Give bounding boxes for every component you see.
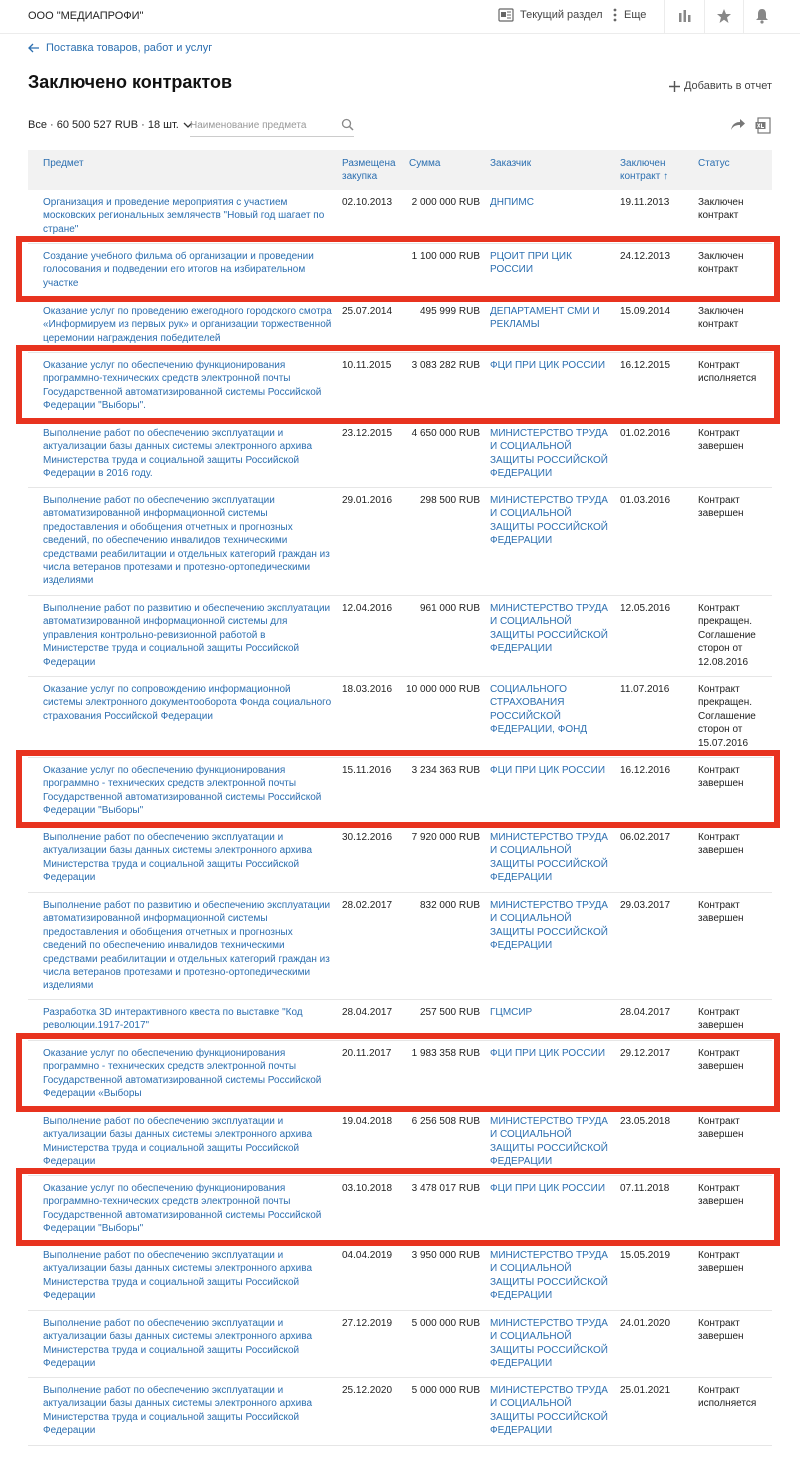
column-header-signed[interactable]: Заключен контракт ↑ bbox=[620, 158, 669, 182]
contract-sum: 1 100 000 RUB bbox=[411, 251, 480, 262]
table-row bbox=[28, 299, 772, 353]
contract-sum: 3 478 017 RUB bbox=[411, 1183, 480, 1194]
column-header-status[interactable]: Статус bbox=[698, 158, 730, 169]
current-section-button[interactable] bbox=[498, 7, 603, 23]
favorite-button[interactable] bbox=[714, 6, 734, 26]
current-section-label: Текущий раздел bbox=[520, 9, 603, 21]
signed-date: 29.03.2017 bbox=[620, 900, 671, 911]
signed-date: 15.09.2014 bbox=[620, 306, 671, 317]
customer-link[interactable]: ФЦИ ПРИ ЦИК РОССИИ bbox=[490, 765, 606, 776]
signed-date: 24.01.2020 bbox=[620, 1318, 671, 1329]
arrow-left-icon bbox=[28, 43, 40, 53]
status-text: Контракт завершен bbox=[698, 1318, 744, 1343]
breadcrumb-label: Поставка товаров, работ и услуг bbox=[46, 42, 213, 54]
signed-date: 12.05.2016 bbox=[620, 603, 671, 614]
contract-sum: 4 650 000 RUB bbox=[411, 428, 480, 439]
more-label: Еще bbox=[624, 9, 647, 21]
status-text: Контракт прекращен. Соглашение сторон от 15.07.2016 bbox=[698, 684, 756, 749]
contract-sum: 298 500 RUB bbox=[419, 495, 480, 506]
table-row-highlighted bbox=[28, 1041, 772, 1109]
customer-link[interactable]: РЦОИТ ПРИ ЦИК РОССИИ bbox=[490, 251, 572, 276]
subject-link[interactable]: Оказание услуг по обеспечению функционирования программно-технических средств электронной почты Государственной автоматизированной системы Российской Федерации "Выборы" bbox=[43, 1183, 322, 1235]
subject-link[interactable]: Организация и проведение мероприятия с участием московских региональных землячеств "Новый год шагает по стране" bbox=[43, 197, 325, 235]
placed-date: 18.03.2016 bbox=[342, 684, 393, 695]
signed-date: 01.02.2016 bbox=[620, 428, 671, 439]
customer-link[interactable]: ФЦИ ПРИ ЦИК РОССИИ bbox=[490, 1183, 606, 1194]
table-row bbox=[28, 893, 772, 1000]
contract-sum: 257 500 RUB bbox=[419, 1007, 480, 1018]
placed-date: 29.01.2016 bbox=[342, 495, 393, 506]
customer-link[interactable]: ДЕПАРТАМЕНТ СМИ И РЕКЛАМЫ bbox=[490, 306, 600, 331]
filter-dropdown[interactable] bbox=[28, 119, 193, 131]
contract-sum: 3 083 282 RUB bbox=[411, 360, 480, 371]
subject-link[interactable]: Выполнение работ по обеспечению эксплуатации и актуализации базы данных системы электронного архива Министерства труда и социальной защиты Российской Федерации в 2016 году. bbox=[43, 428, 312, 480]
customer-link[interactable]: МИНИСТЕРСТВО ТРУДА И СОЦИАЛЬНОЙ ЗАЩИТЫ РОССИЙСКОЙ ФЕДЕРАЦИИ bbox=[490, 900, 608, 952]
divider bbox=[743, 0, 744, 34]
table-row-highlighted bbox=[28, 758, 772, 825]
table-row-highlighted bbox=[28, 1176, 772, 1243]
signed-date: 16.12.2015 bbox=[620, 360, 671, 371]
customer-link[interactable]: МИНИСТЕРСТВО ТРУДА И СОЦИАЛЬНОЙ ЗАЩИТЫ РОССИЙСКОЙ ФЕДЕРАЦИИ bbox=[490, 603, 608, 655]
chart-button[interactable] bbox=[675, 6, 695, 26]
subject-link[interactable]: Выполнение работ по развитию и обеспечению эксплуатации автоматизированной информационной системы для управления контрольно-ревизионной работой в Министерстве труда и социальной защиты Российской Федерации bbox=[43, 603, 331, 668]
contracts-table bbox=[28, 150, 772, 1446]
table-row bbox=[28, 1311, 772, 1378]
bell-icon bbox=[755, 8, 769, 24]
subject-link[interactable]: Оказание услуг по обеспечению функционирования программно-технических средств электронной почты Государственной автоматизированной системы Российской Федерации "Выборы". bbox=[43, 360, 322, 412]
table-row bbox=[28, 1109, 772, 1176]
placed-date: 04.04.2019 bbox=[342, 1250, 393, 1261]
signed-date: 07.11.2018 bbox=[620, 1183, 670, 1194]
search-icon[interactable] bbox=[341, 118, 354, 131]
search-box bbox=[190, 115, 354, 137]
table-row bbox=[28, 1243, 772, 1311]
contract-sum: 5 000 000 RUB bbox=[411, 1318, 480, 1329]
table-row bbox=[28, 488, 772, 596]
placed-date: 20.11.2017 bbox=[342, 1048, 392, 1059]
star-icon bbox=[716, 8, 732, 24]
status-text: Заключен контракт bbox=[698, 306, 744, 331]
contract-sum: 3 950 000 RUB bbox=[411, 1250, 480, 1261]
customer-link[interactable]: МИНИСТЕРСТВО ТРУДА И СОЦИАЛЬНОЙ ЗАЩИТЫ РОССИЙСКОЙ ФЕДЕРАЦИИ bbox=[490, 832, 608, 884]
customer-link[interactable]: МИНИСТЕРСТВО ТРУДА И СОЦИАЛЬНОЙ ЗАЩИТЫ РОССИЙСКОЙ ФЕДЕРАЦИИ bbox=[490, 428, 608, 480]
subject-link[interactable]: Выполнение работ по обеспечению эксплуатации автоматизированной информационной системы предоставления и обобщения отчетных и прогнозных сведений, по обеспечению инвалидов техническими средствами реабилитации и отдельных категорий граждан из числа ветеранов протезами и протезно-ортопедическими изделиями bbox=[43, 495, 330, 587]
signed-date: 23.05.2018 bbox=[620, 1116, 671, 1127]
table-row bbox=[28, 677, 772, 758]
column-header-placed[interactable]: Размещена закупка bbox=[342, 158, 396, 182]
status-text: Контракт завершен bbox=[698, 495, 744, 520]
contract-sum: 2 000 000 RUB bbox=[411, 197, 480, 208]
filter-summary: Все · 60 500 527 RUB · 18 шт. bbox=[28, 119, 179, 131]
customer-link[interactable]: МИНИСТЕРСТВО ТРУДА И СОЦИАЛЬНОЙ ЗАЩИТЫ РОССИЙСКОЙ ФЕДЕРАЦИИ bbox=[490, 495, 608, 547]
customer-link[interactable]: МИНИСТЕРСТВО ТРУДА И СОЦИАЛЬНОЙ ЗАЩИТЫ РОССИЙСКОЙ ФЕДЕРАЦИИ bbox=[490, 1318, 608, 1370]
more-button[interactable] bbox=[612, 7, 646, 23]
contract-sum: 3 234 363 RUB bbox=[411, 765, 480, 776]
customer-link[interactable]: ФЦИ ПРИ ЦИК РОССИИ bbox=[490, 1048, 606, 1059]
subject-link[interactable]: Выполнение работ по обеспечению эксплуатации и актуализации базы данных системы электронного архива Министерства труда и социальной защиты Российской Федерации bbox=[43, 832, 312, 884]
xls-export-icon[interactable] bbox=[755, 117, 771, 134]
placed-date: 28.04.2017 bbox=[342, 1007, 393, 1018]
status-text: Контракт завершен bbox=[698, 1007, 744, 1032]
table-row bbox=[28, 190, 772, 244]
signed-date: 19.11.2013 bbox=[620, 197, 670, 208]
placed-date: 10.11.2015 bbox=[342, 360, 392, 371]
customer-link[interactable]: СОЦИАЛЬНОГО СТРАХОВАНИЯ РОССИЙСКОЙ ФЕДЕРАЦИИ, ФОНД bbox=[490, 684, 588, 736]
signed-date: 25.01.2021 bbox=[620, 1385, 671, 1396]
placed-date: 30.12.2016 bbox=[342, 832, 393, 843]
column-header-customer[interactable]: Заказчик bbox=[490, 158, 532, 169]
add-to-report-button[interactable] bbox=[669, 80, 772, 92]
company-name: ООО "МЕДИАПРОФИ" bbox=[28, 10, 144, 22]
customer-link[interactable]: МИНИСТЕРСТВО ТРУДА И СОЦИАЛЬНОЙ ЗАЩИТЫ РОССИЙСКОЙ ФЕДЕРАЦИИ bbox=[490, 1385, 608, 1437]
placed-date: 03.10.2018 bbox=[342, 1183, 393, 1194]
plus-icon bbox=[669, 81, 680, 92]
status-text: Контракт завершен bbox=[698, 900, 744, 925]
placed-date: 25.07.2014 bbox=[342, 306, 393, 317]
contract-sum: 961 000 RUB bbox=[419, 603, 480, 614]
signed-date: 28.04.2017 bbox=[620, 1007, 671, 1018]
status-text: Контракт прекращен. Соглашение сторон от 12.08.2016 bbox=[698, 603, 756, 668]
placed-date: 12.04.2016 bbox=[342, 603, 393, 614]
subject-link[interactable]: Выполнение работ по обеспечению эксплуатации и актуализации базы данных системы электронного архива Министерства труда и социальной защиты Российской Федерации bbox=[43, 1250, 312, 1302]
document-icon bbox=[498, 7, 514, 23]
subject-link[interactable]: Оказание услуг по сопровождению информационной системы электронного документооборота Фонда социального страхования Российской Федерации bbox=[43, 684, 332, 722]
table-row bbox=[28, 1378, 772, 1446]
signed-date: 06.02.2017 bbox=[620, 832, 671, 843]
signed-date: 15.05.2019 bbox=[620, 1250, 671, 1261]
subject-link[interactable]: Выполнение работ по обеспечению эксплуатации и актуализации базы данных системы электронного архива Министерства труда и социальной защиты Российской Федерации bbox=[43, 1116, 312, 1168]
breadcrumb[interactable] bbox=[28, 42, 212, 54]
contract-sum: 6 256 508 RUB bbox=[411, 1116, 480, 1127]
customer-link[interactable]: ГЦМСИР bbox=[490, 1007, 533, 1018]
customer-link[interactable]: МИНИСТЕРСТВО ТРУДА И СОЦИАЛЬНОЙ ЗАЩИТЫ РОССИЙСКОЙ ФЕДЕРАЦИИ bbox=[490, 1116, 608, 1168]
top-bar bbox=[0, 0, 800, 34]
notifications-button[interactable] bbox=[752, 6, 772, 26]
subject-link[interactable]: Создание учебного фильма об организации и проведении голосования и подведении его итогов на избирательном участке bbox=[43, 251, 314, 289]
page-title: Заключено контрактов bbox=[28, 72, 233, 92]
placed-date: 23.12.2015 bbox=[342, 428, 393, 439]
more-vertical-icon bbox=[612, 7, 618, 23]
add-to-report-label: Добавить в отчет bbox=[683, 80, 772, 92]
customer-link[interactable]: ДНПИМС bbox=[490, 197, 534, 208]
table-row bbox=[28, 825, 772, 893]
table-header bbox=[28, 150, 772, 190]
contract-sum: 832 000 RUB bbox=[419, 900, 480, 911]
table-row bbox=[28, 421, 772, 488]
status-text: Контракт завершен bbox=[698, 1116, 744, 1141]
table-row-highlighted bbox=[28, 244, 772, 299]
subject-link[interactable]: Выполнение работ по развитию и обеспечению эксплуатации автоматизированной информационной системы предоставления и обобщения отчетных и прогнозных сведений по обеспечению инвалидов техническими средствами реабилитации и отдельных категорий граждан из числа ветеранов протезами и протезно-ортопедическими изделиями bbox=[43, 900, 331, 992]
search-input[interactable] bbox=[190, 116, 330, 136]
table-row bbox=[28, 1000, 772, 1041]
customer-link[interactable]: ФЦИ ПРИ ЦИК РОССИИ bbox=[490, 360, 606, 371]
placed-date: 28.02.2017 bbox=[342, 900, 393, 911]
status-text: Контракт завершен bbox=[698, 1048, 744, 1073]
divider bbox=[664, 0, 665, 34]
subject-link[interactable]: Оказание услуг по проведению ежегодного городского смотра «Информируем из первых рук» и организации торжественной церемонии награждения победителей bbox=[43, 306, 332, 344]
placed-date: 19.04.2018 bbox=[342, 1116, 393, 1127]
subject-link[interactable]: Разработка 3D интерактивного квеста по выставке "Код революции.1917-2017" bbox=[43, 1007, 303, 1032]
signed-date: 11.07.2016 bbox=[620, 684, 670, 695]
signed-date: 24.12.2013 bbox=[620, 251, 671, 262]
subject-link[interactable]: Выполнение работ по обеспечению эксплуатации и актуализации базы данных системы электронного архива Министерства труда и социальной защиты Российской Федерации bbox=[43, 1385, 312, 1437]
signed-date: 16.12.2016 bbox=[620, 765, 671, 776]
subject-link[interactable]: Оказание услуг по обеспечению функционирования программно - технических средств электронной почты Государственной автоматизированной системы Российской Федерации «Выборы bbox=[43, 1048, 322, 1100]
placed-date: 25.12.2020 bbox=[342, 1385, 393, 1396]
status-text: Контракт завершен bbox=[698, 832, 744, 857]
status-text: Контракт завершен bbox=[698, 1250, 744, 1275]
placed-date: 02.10.2013 bbox=[342, 197, 393, 208]
bar-chart-icon bbox=[678, 9, 692, 23]
status-text: Контракт завершен bbox=[698, 765, 744, 790]
status-text: Контракт завершен bbox=[698, 428, 744, 453]
column-header-subject[interactable]: Предмет bbox=[43, 158, 84, 169]
signed-date: 01.03.2016 bbox=[620, 495, 671, 506]
customer-link[interactable]: МИНИСТЕРСТВО ТРУДА И СОЦИАЛЬНОЙ ЗАЩИТЫ РОССИЙСКОЙ ФЕДЕРАЦИИ bbox=[490, 1250, 608, 1302]
table-row bbox=[28, 596, 772, 677]
contract-sum: 10 000 000 RUB bbox=[406, 684, 480, 695]
contract-sum: 1 983 358 RUB bbox=[411, 1048, 480, 1059]
contract-sum: 7 920 000 RUB bbox=[411, 832, 480, 843]
contract-sum: 495 999 RUB bbox=[419, 306, 480, 317]
divider bbox=[704, 0, 705, 34]
column-header-sum[interactable]: Сумма bbox=[409, 158, 441, 169]
contract-sum: 5 000 000 RUB bbox=[411, 1385, 480, 1396]
status-text: Заключен контракт bbox=[698, 197, 744, 222]
placed-date: 27.12.2019 bbox=[342, 1318, 393, 1329]
status-text: Контракт исполняется bbox=[698, 1385, 757, 1410]
table-row-highlighted bbox=[28, 353, 772, 421]
status-text: Контракт исполняется bbox=[698, 360, 757, 385]
subject-link[interactable]: Оказание услуг по обеспечению функционирования программно - технических средств электронной почты Государственной автоматизированной системы Российской Федерации "Выборы" bbox=[43, 765, 322, 817]
share-icon[interactable] bbox=[730, 117, 746, 131]
placed-date: 15.11.2016 bbox=[342, 765, 392, 776]
status-text: Заключен контракт bbox=[698, 251, 744, 276]
subject-link[interactable]: Выполнение работ по обеспечению эксплуатации и актуализации базы данных системы электронного архива Министерства труда и социальной защиты Российской Федерации bbox=[43, 1318, 312, 1370]
signed-date: 29.12.2017 bbox=[620, 1048, 671, 1059]
status-text: Контракт завершен bbox=[698, 1183, 744, 1208]
